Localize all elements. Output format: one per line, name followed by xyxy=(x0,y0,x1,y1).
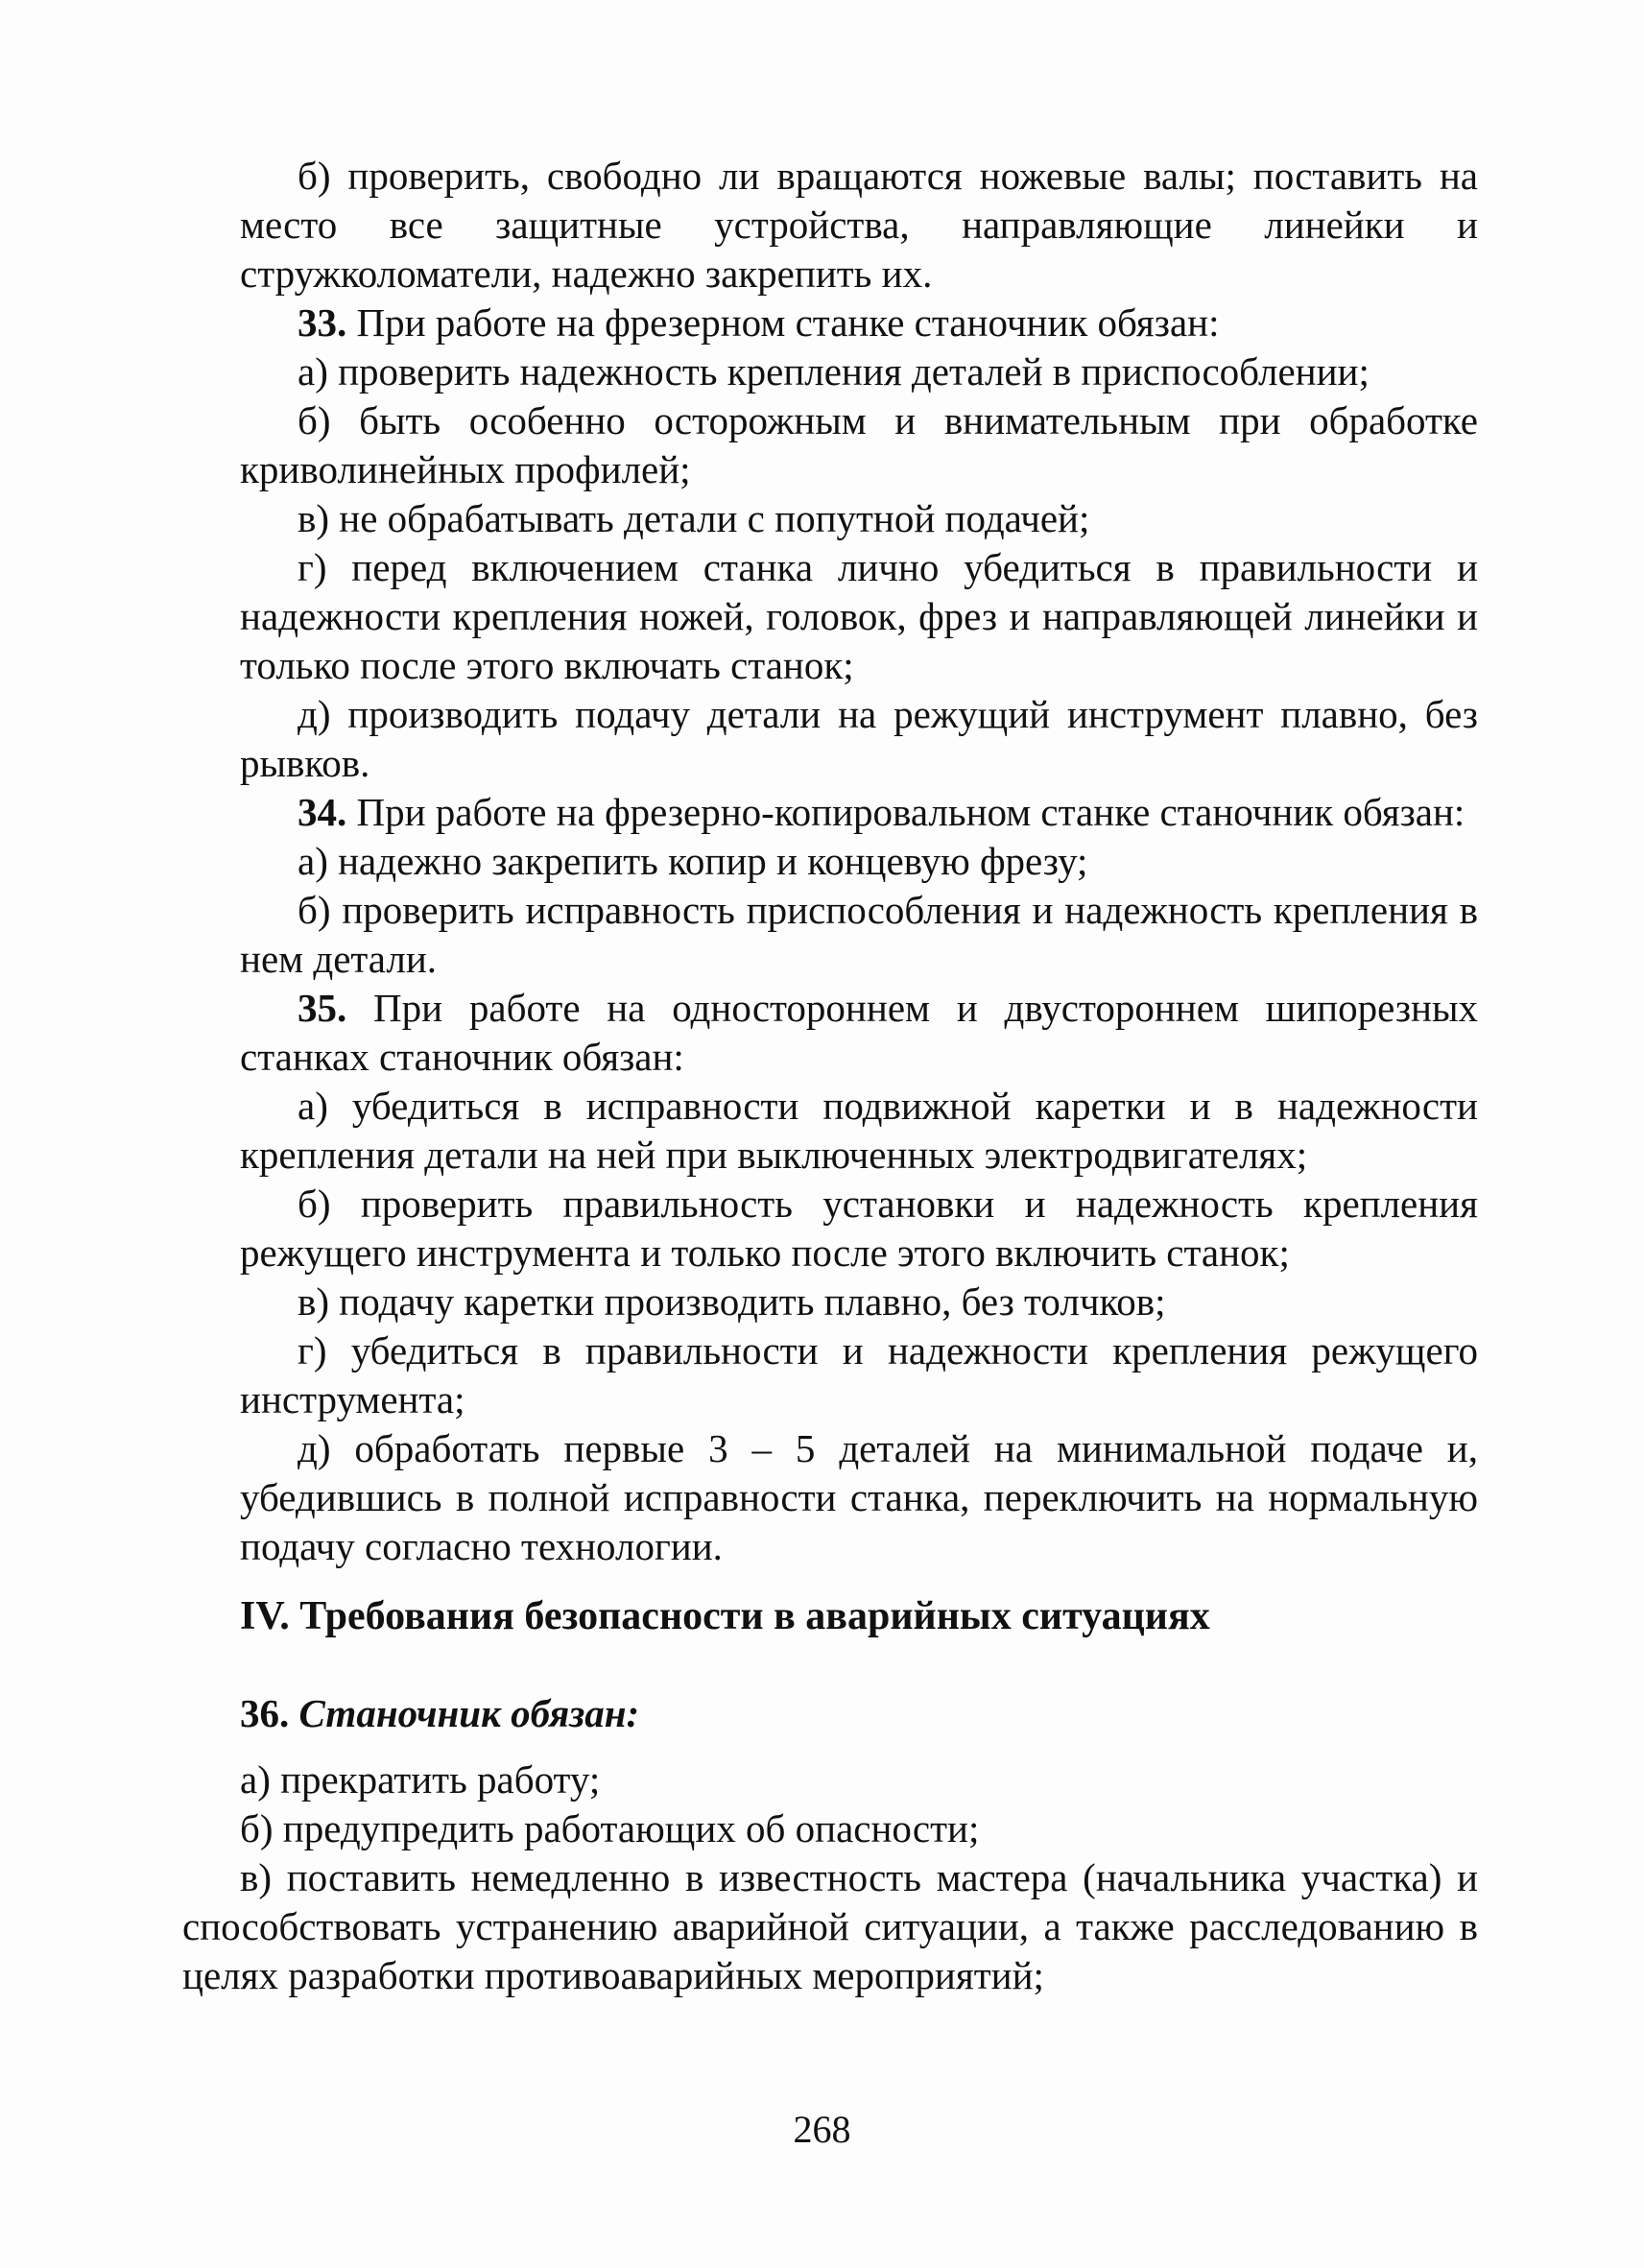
item-36-a: а) прекратить работу; xyxy=(240,1757,601,1802)
item-number: 36. xyxy=(240,1691,290,1735)
paragraph-text: б) проверить, свободно ли вращаются ножевые валы; поставить на место все защитные устройства, направляющие линейки и стружколоматели, надежно закрепить их. xyxy=(240,154,1478,296)
section-3-continuation xyxy=(240,152,1478,1571)
item-36-b: б) предупредить работающих об опасности; xyxy=(240,1806,980,1850)
paragraph-text: При работе на фрезерно-копировальном станке станочник обязан: xyxy=(356,790,1465,834)
item-number: 34. xyxy=(298,790,347,834)
item-33-b: б) быть особенно осторожным и внимательным при обработке криволинейных профилей; xyxy=(240,398,1478,491)
paragraph-title: Станочник обязан: xyxy=(298,1691,640,1735)
item-number: 35. xyxy=(298,986,347,1030)
item-35-b: б) проверить правильность установки и надежность крепления режущего инструмента и только после этого включить станок; xyxy=(240,1182,1478,1275)
item-36-v xyxy=(182,1853,1478,2000)
paragraph-33 xyxy=(240,298,1478,347)
item-35-g: г) убедиться в правильности и надежности крепления режущего инструмента; xyxy=(240,1328,1478,1421)
item-34-b: б) проверить исправность приспособления и надежность крепления в нем детали. xyxy=(240,888,1478,981)
item-33-d: д) производить подачу детали на режущий инструмент плавно, без рывков. xyxy=(240,692,1478,785)
item-35-v: в) подачу каретки производить плавно, без толчков; xyxy=(298,1279,1166,1324)
paragraph-35 xyxy=(240,984,1478,1082)
item-35-a: а) убедиться в исправности подвижной каретки и в надежности крепления детали на ней при выключенных электродвигателях; xyxy=(240,1084,1478,1177)
item-33-a: а) проверить надежность крепления деталей в приспособлении; xyxy=(298,349,1370,394)
paragraph-b-knife-shafts xyxy=(240,152,1478,298)
item-33-v: в) не обрабатывать детали с попутной подачей; xyxy=(298,496,1090,540)
item-number: 33. xyxy=(298,300,347,345)
item-34-a: а) надежно закрепить копир и концевую фрезу; xyxy=(298,839,1088,883)
item-33-g: г) перед включением станка лично убедиться в правильности и надежности крепления ножей, головок, фрез и направляющей линейки и только после этого включать станок; xyxy=(240,545,1478,687)
section-4-body xyxy=(182,1689,1478,2000)
paragraph-text: в) поставить немедленно в известность мастера (начальника участка) и способствовать устранению аварийной ситуации, а также расследованию в целях разработки противоаварийных мероприятий; xyxy=(182,1855,1478,1997)
section-4-heading: IV. Требования безопасности в аварийных ситуациях xyxy=(240,1594,1210,1638)
item-35-d: д) обработать первые 3 – 5 деталей на минимальной подаче и, убедившись в полной исправности станка, переключить на нормальную подачу согласно технологии. xyxy=(240,1426,1478,1568)
page-number: 268 xyxy=(793,2108,851,2151)
paragraph-text: При работе на фрезерном станке станочник обязан: xyxy=(356,300,1220,345)
paragraph-34 xyxy=(240,788,1478,837)
paragraph-36-heading xyxy=(240,1689,1478,1738)
paragraph-text: При работе на одностороннем и двустороннем шипорезных станках станочник обязан: xyxy=(240,986,1479,1079)
